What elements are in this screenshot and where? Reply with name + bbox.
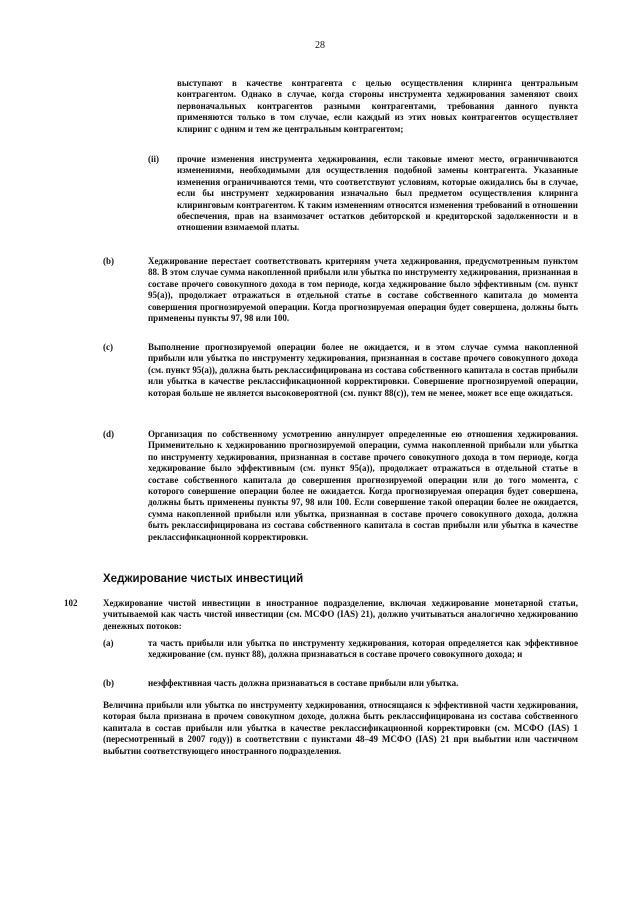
final-paragraph: Величина прибыли или убытка по инструменту хеджирования, относящаяся к эффективной части хеджирования, которая была признана в прочем совокупном доходе, должна быть реклассифицирована из состава собственного капитала в состав прибыли или убытка в качестве реклассификационной корректировки (см. МСФО (IAS) 1 (пересмотренный в 2007 году)) в соответствии с пунктами 48–49 МСФО (IAS) 21 при выбытии или частичном выбытии соответствующего иностранного подразделения. <box>103 700 578 756</box>
page-number: 28 <box>315 40 325 51</box>
item-c-text: Выполнение прогнозируемой операции более не ожидается, и в этом случае сумма накопленной прибыли или убытка по инструменту хеджирования, признанная в составе прочего совокупного дохода (см. пункт 95(a)), должна быть реклассифицирована из состава собственного капитала в состав прибыли или убытка в качестве реклассификационной корректировки. Совершение прогнозируемой операции, которая больше не является высоковероятной (см. пункт 88(c)), тем не менее, может все еще ожидаться. <box>148 342 578 398</box>
item-b-text: Хеджирование перестает соответствовать критериям учета хеджирования, предусмотренным пунктом 88. В этом случае сумма накопленной прибыли или убытка по инструменту хеджирования, признанная в составе прочего совокупного дохода в том периоде, когда хеджирование было эффективным (см. пункт 95(a)), продолжает отражаться в отдельной статье в составе собственного капитала до момента совершения прогнозируемой операции. Когда прогнозируемая операция будет совершена, должны быть применены пункты 97, 98 или 100. <box>148 256 578 324</box>
item-d-label: (d) <box>103 429 114 439</box>
paragraph-102-text: Хеджирование чистой инвестиции в иностранное подразделение, включая хеджирование монетарной статьи, учитываемой как часть чистой инвестиции (см. МСФО (IAS) 21), должно учитываться аналогично хеджированию денежных потоков: <box>103 598 578 631</box>
paragraph-102-number: 102 <box>64 598 78 608</box>
sub-item-b-text: неэффективная часть должна признаваться в составе прибыли или убытка. <box>148 678 459 688</box>
sub-item-a-text: та часть прибыли или убытка по инструменту хеджирования, которая определяется как эффективное хеджирование (см. пункт 88), должна признаваться в составе прочего совокупного дохода; и <box>148 638 578 660</box>
sub-item-a-label: (a) <box>103 638 114 648</box>
item-b-label: (b) <box>103 256 114 266</box>
sub-item-b-label: (b) <box>103 678 114 688</box>
item-d-text: Организация по собственному усмотрению аннулирует определенные ею отношения хеджирования. Применительно к хеджированию прогнозируемой операции, сумма накопленной прибыли или убытка по инструменту хеджирования, признанная в составе прочего совокупного дохода в том периоде, когда хеджирование было эффективным (см. пункт 95(a)), продолжает отражаться в отдельной статье в составе собственного капитала до совершения прогнозируемой операции или до того момента, с которого совершение операции более не ожидается. Когда прогнозируемая операция будет совершена, должны быть применены пункты 97, 98 или 100. Если совершение такой операции более не ожидается, сумма накопленной прибыли или убытка, признанная в составе прочего совокупного дохода, должна быть реклассифицирована из состава собственного капитала в состав прибыли или убытка в качестве реклассификационной корректировки. <box>148 429 578 542</box>
item-c-label: (c) <box>103 342 113 352</box>
item-ii-text: прочие изменения инструмента хеджирования, если таковые имеют место, ограничиваются изменениями, необходимыми для осуществления подобной замены контрагента. Указанные изменения ограничиваются теми, что соответствуют условиям, которые ожидались бы в случае, если бы инструмент хеджирования изначально был предметом осуществления клиринга клиринговым контрагентом. К таким изменениям относятся изменения требований в отношении обеспечения, прав на взаимозачет остатков дебиторской и кредиторской задолженности и в отношении взимаемой платы. <box>177 154 578 233</box>
item-ii-label: (ii) <box>148 154 159 164</box>
continuation-paragraph: выступают в качестве контрагента с целью осуществления клиринга центральным контрагентом. Однако в случае, когда стороны инструмента хеджирования заменяют своих первоначальных контрагентов разными контрагентами, требования данного пункта применяются только в том случае, если каждый из этих новых контрагентов осуществляет клиринг с одним и тем же центральным контрагентом; <box>177 78 578 134</box>
section-heading: Хеджирование чистых инвестиций <box>103 573 304 585</box>
